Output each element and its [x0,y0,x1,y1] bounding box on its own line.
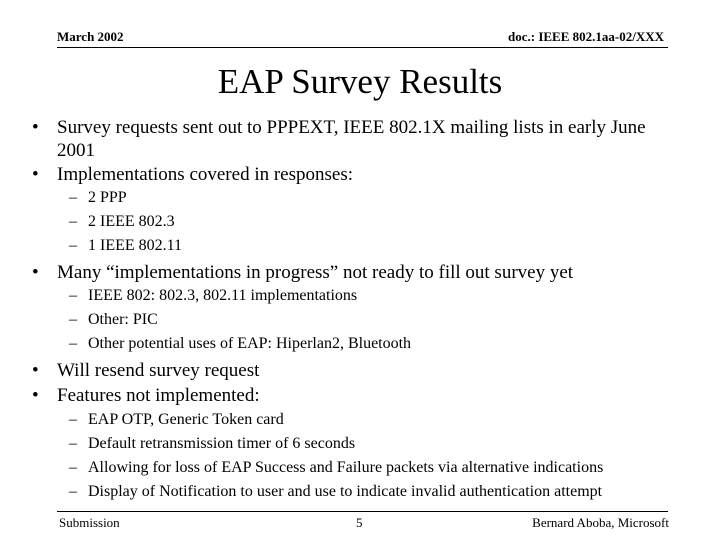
sub-bullet-text: 2 IEEE 802.3 [88,213,175,230]
sub-bullet-text: Other potential uses of EAP: Hiperlan2, Bluetooth [88,335,412,352]
bullet-icon: • [32,164,39,185]
sub-bullet-text: 1 IEEE 802.11 [88,237,183,254]
sub-bullet-text: Other: PIC [88,311,158,328]
dash-icon: – [69,411,77,428]
slide-title: EAP Survey Results [217,62,503,101]
sub-bullet-text: Default retransmission timer of 6 seconds [88,435,356,452]
footer-divider [57,511,668,512]
dash-icon: – [69,213,77,230]
sub-bullet-text: EAP OTP, Generic Token card [88,411,284,428]
bullet-icon: • [32,117,39,138]
sub-bullet-text: 2 PPP [88,189,127,206]
bullet-text: Implementations covered in responses: [57,164,354,185]
dash-icon: – [69,189,77,206]
header-date: March 2002 [57,29,124,44]
dash-icon: – [69,435,77,452]
footer-author: Bernard Aboba, Microsoft [532,515,669,530]
bullet-icon: • [32,262,39,283]
header-doc-id: doc.: IEEE 802.1aa-02/XXX [507,29,664,44]
bullet-text: 2001 [57,140,95,161]
footer-page-number: 5 [356,515,363,530]
dash-icon: – [69,335,77,352]
bullet-text: Many “implementations in progress” not ready to fill out survey yet [57,262,574,283]
dash-icon: – [69,287,77,304]
sub-bullet-text: Display of Notification to user and use to indicate invalid authentication attempt [88,483,603,500]
dash-icon: – [69,459,77,476]
footer-submission: Submission [59,515,120,530]
dash-icon: – [69,483,77,500]
sub-bullet-text: Allowing for loss of EAP Success and Failure packets via alternative indications [88,459,604,476]
bullet-text: Survey requests sent out to PPPEXT, IEEE 802.1X mailing lists in early June [57,117,646,138]
bullet-icon: • [32,360,39,381]
sub-bullet-text: IEEE 802: 802.3, 802.11 implementations [88,287,358,304]
bullet-icon: • [32,385,39,406]
bullet-text: Will resend survey request [57,360,260,381]
dash-icon: – [69,311,77,328]
bullet-text: Features not implemented: [57,385,260,406]
dash-icon: – [69,237,77,254]
